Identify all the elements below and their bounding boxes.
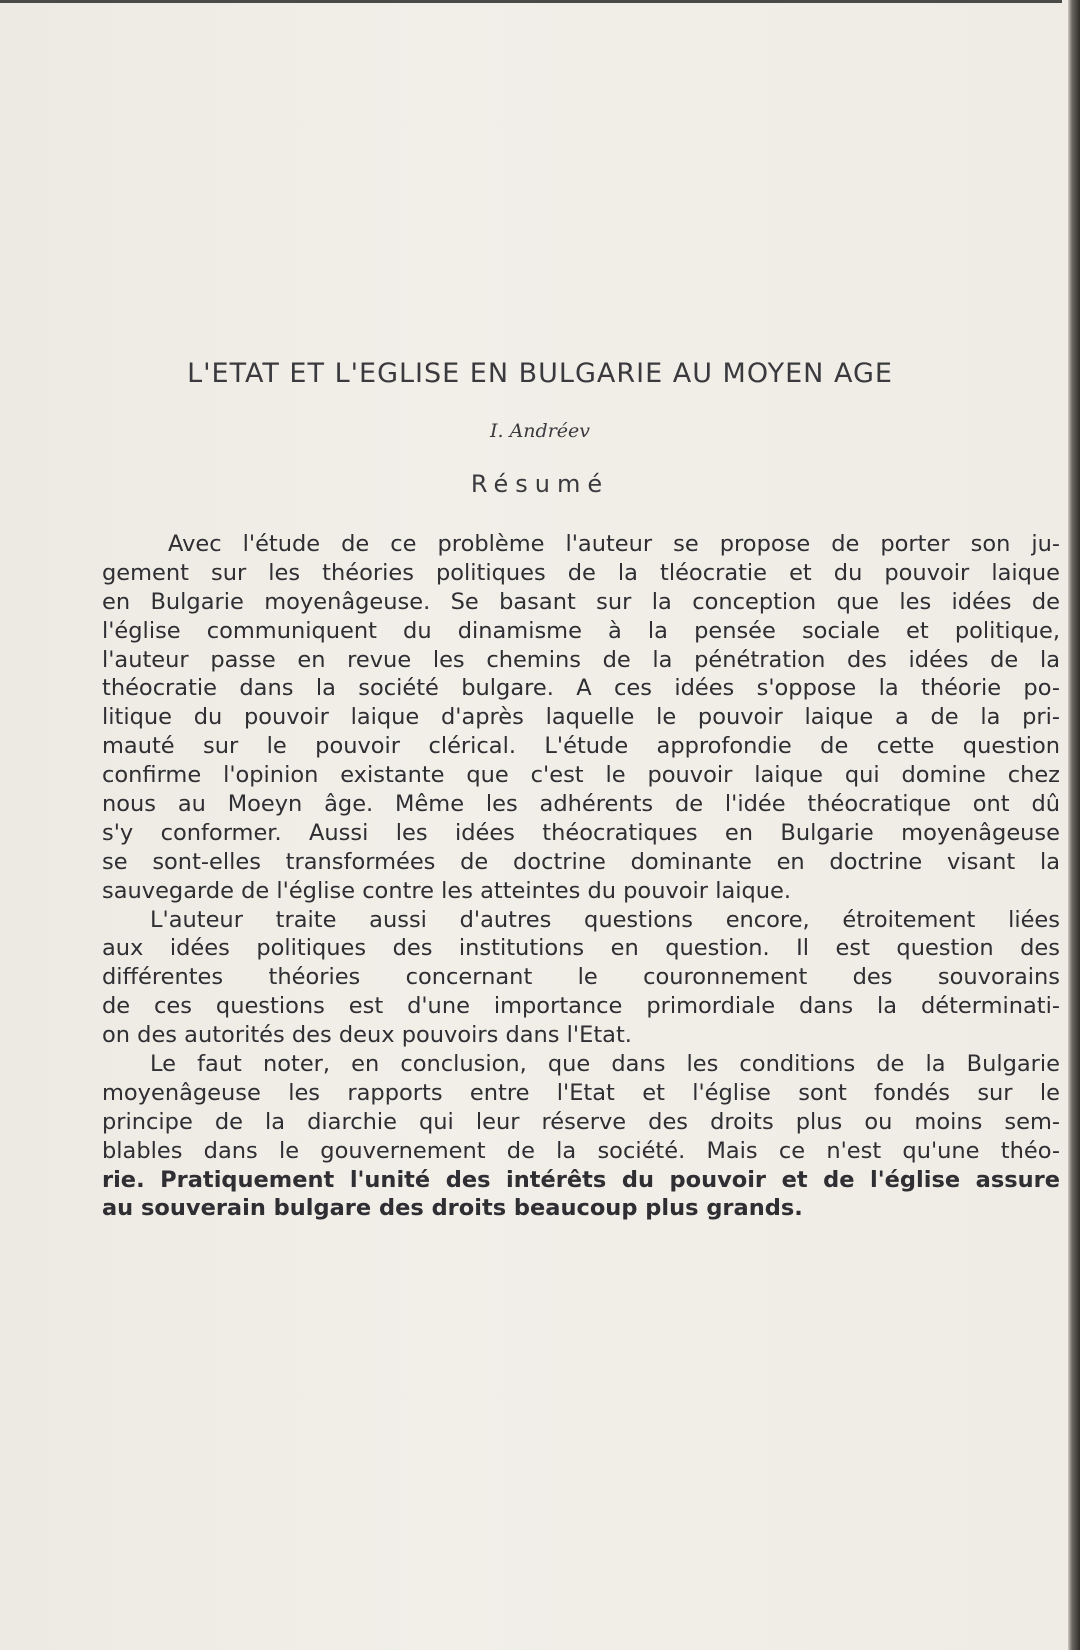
text-line: au souverain bulgare des droits beaucoup plus grands. [102,1195,803,1222]
text-line: nous au Moeyn âge. Même les adhérents de l'idée théocratique ont dû [102,791,1060,818]
text-line: l'auteur passe en revue les chemins de la pénétration des idées de la [102,646,1060,673]
text-line: différentes théories concernant le couronnement des souvorains [102,964,1060,991]
text-line: L'auteur traite aussi d'autres questions encore, étroitement liées [150,906,1060,933]
text-line: aux idées politiques des institutions en question. Il est question des [102,935,1060,962]
resume-heading: Résumé [470,470,610,498]
text-line: gement sur les théories politiques de la tléocratie et du pouvoir laique [102,559,1060,586]
article-title: L'ETAT ET L'EGLISE EN BULGARIE AU MOYEN AGE [187,358,893,389]
text-line: confirme l'opinion existante que c'est le pouvoir laique qui domine chez [102,762,1060,789]
text-line: litique du pouvoir laique d'après laquelle le pouvoir laique a de la pri- [102,704,1060,731]
text-line: sauvegarde de l'église contre les atteintes du pouvoir laique. [102,877,792,904]
text-line: s'y conformer. Aussi les idées théocratiques en Bulgarie moyenâgeuse [102,819,1060,846]
text-line: blables dans le gouvernement de la société. Mais ce n'est qu'une théo- [102,1137,1060,1164]
text-line: en Bulgarie moyenâgeuse. Se basant sur la conception que les idées de [102,588,1060,615]
text-line: l'église communiquent du dinamisme à la pensée sociale et politique, [102,617,1060,644]
text-line: de ces questions est d'une importance primordiale dans la déterminati- [102,993,1060,1020]
resume-body [102,530,1060,1223]
text-line: rie. Pratiquement l'unité des intérêts du pouvoir et de l'église assure [102,1166,1060,1193]
text-line: Avec l'étude de ce problème l'auteur se propose de porter son ju- [168,531,1060,557]
text-line: se sont-elles transformées de doctrine dominante en doctrine visant la [102,848,1060,875]
text-line: on des autorités des deux pouvoirs dans l'Etat. [102,1022,632,1049]
text-line: moyenâgeuse les rapports entre l'Etat et l'église sont fondés sur le [102,1079,1060,1106]
text-line: mauté sur le pouvoir clérical. L'étude approfondie de cette question [102,733,1060,760]
text-line: Le faut noter, en conclusion, que dans les conditions de la Bulgarie [150,1051,1060,1078]
author-name: I. Andréev [489,420,590,442]
top-rule [0,0,1062,3]
text-line: théocratie dans la société bulgare. A ces idées s'oppose la théorie po- [102,675,1060,702]
page-binding-edge [1068,0,1080,1650]
text-line: principe de la diarchie qui leur réserve des droits plus ou moins sem- [102,1108,1060,1135]
